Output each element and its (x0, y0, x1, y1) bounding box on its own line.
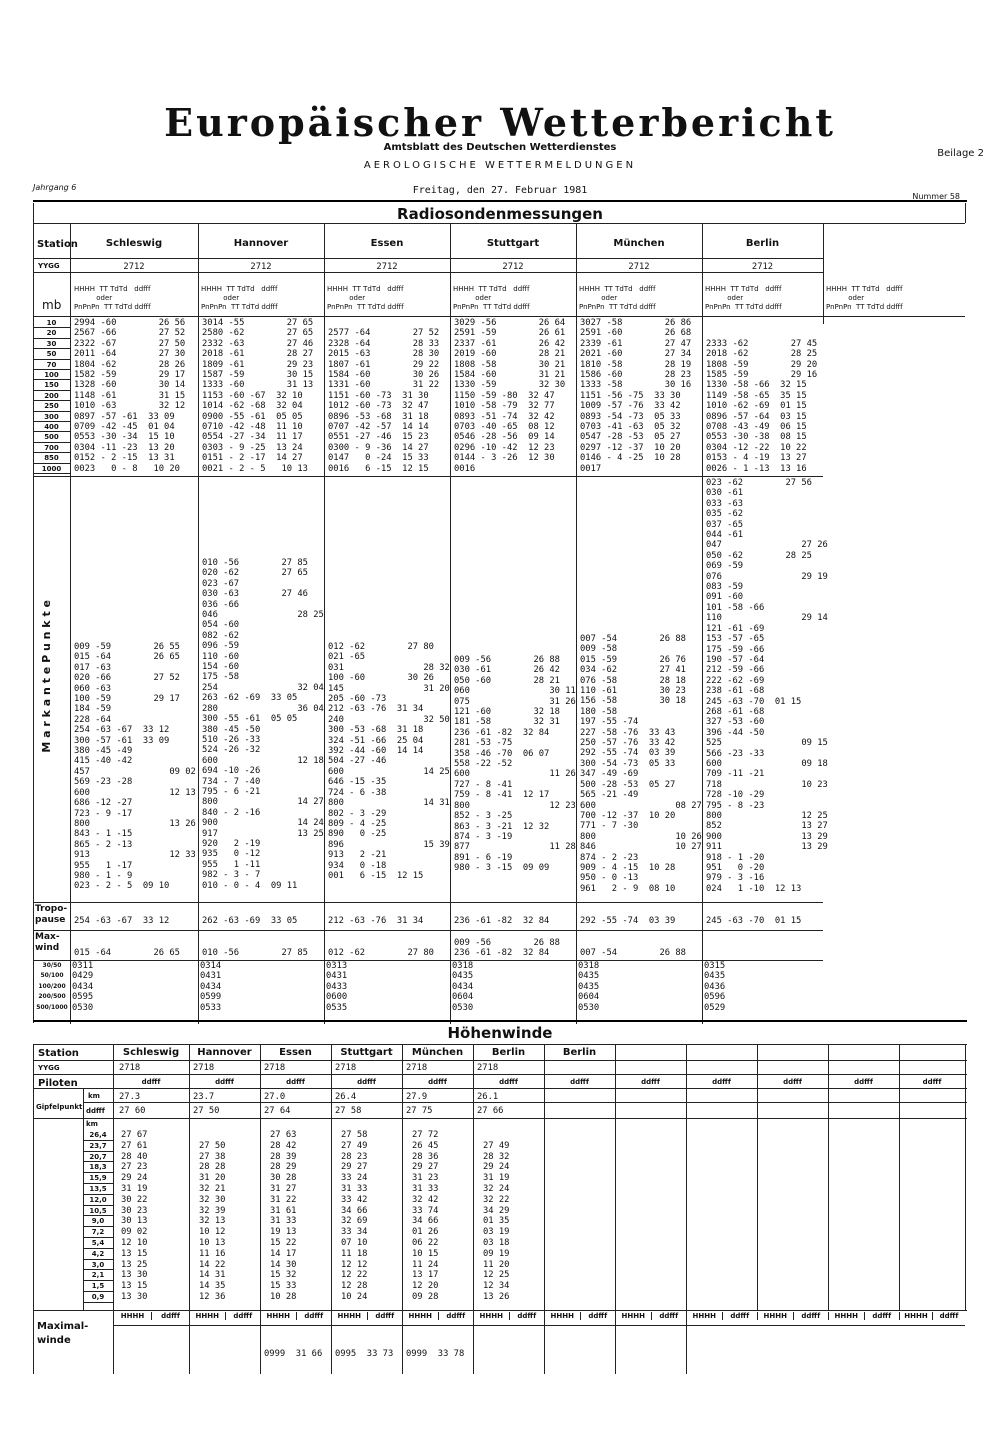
maxwind-essen: 012 -62 27 80 (328, 948, 434, 958)
station-berlin: Berlin (745, 238, 780, 249)
hoehen-km-rule (83, 1102, 967, 1103)
km-label: 20,7 (83, 1152, 113, 1163)
std-data-schleswig: 2994 -60 26 56 2567 -66 27 52 2322 -67 27 50 2011 -64 27 30 1804 -62 28 26 1582 -59 29 17 1328 -60 30 14 1148 -61 31 15 1010 -63 32 12 0897 -57 -61 33 09 0709 -42 -45 01 04 0553 -30 -34 15 10 0304 -11 -23 13 20 0152 - 2 -15 13 31 0023 0 - 8 10 20 (74, 318, 186, 474)
level-label: 30 (33, 339, 70, 349)
shear-berlin: 0315 0435 0436 0596 0529 (704, 961, 726, 1013)
km-label: 0,9 (83, 1292, 113, 1303)
km-label: 7,2 (83, 1227, 113, 1238)
mp-stuttgart: 009 -56 26 88 030 -61 26 42 050 -60 28 21 060 30 11 075 31 26 121 -60 32 18 181 -58 32 31 236 -61 -82 32 84 281 -53 -75 358 -46 -70 06 07 558 -22 -52 600 11 26 727 - 8 -41 759 - 8 -41 12 17 800 12 23 852 - 3 -25 863 - 3 -21 12 32 874 - 3 -19 877 11 28 891 - 6 -19 980 - 3 -15 09 09 (454, 655, 576, 874)
gipfel-dd-value: 27 58 (335, 1106, 362, 1116)
std-data-stuttgart: 3029 -56 26 64 2591 -59 26 61 2337 -61 26 42 2019 -60 28 21 1808 -58 30 21 1584 -60 31 21 1330 -59 32 30 1150 -59 -80 32 47 1010 -58 -79 32 77 0893 -51 -74 32 42 0703 -40 -65 08 12 0546 -28 -56 09 14 0296 -10 -42 12 23 0144 - 3 -26 12 30 0016 (454, 318, 566, 474)
ddfff-head: ddfff (428, 1078, 447, 1086)
col-head: HHHH TT TdTd ddfff oder PnPnPn TT TdTd ddfff (579, 285, 656, 311)
gipfel-dd-value: 27 60 (119, 1106, 146, 1116)
jahrgang-label: Jahrgang 6 (33, 183, 77, 192)
shear-label: 50/100 (40, 972, 64, 980)
max-value: 0995 33 73 (335, 1349, 394, 1359)
ddfff-head: ddfff (854, 1078, 873, 1086)
station-schleswig: Schleswig (105, 238, 163, 249)
level-label: 850 (33, 453, 70, 463)
col-head: HHHH TT TdTd ddfff oder PnPnPn TT TdTd ddfff (453, 285, 530, 311)
gipfel-km-value: 26.1 (477, 1092, 499, 1102)
level-label: 50 (33, 349, 70, 359)
yygg-value: 2712 (250, 262, 272, 272)
hoehen-gipfel-rule (33, 1118, 967, 1119)
ddfff-head: ddfff (215, 1078, 234, 1086)
max-hhhh-head: HHHH (402, 1312, 438, 1320)
ddfff-head: ddfff (286, 1078, 305, 1086)
mp-berlin: 023 -62 27 56 030 -61 033 -63 035 -62 037 -65 044 -61 047 27 26 050 -62 28 25 069 -59 076 29 19 083 -59 091 -60 101 -58 -66 110 29 14 121 -61 -69 153 -57 -65 175 -59 -66 190 -57 -64 212 -59 -66 222 -62 -69 238 -61 -68 245 -63 -70 01 15 268 -61 -68 327 -53 -60 396 -44 -50 525 09 15 566 -23 -33 600 09 18 709 -11 -21 718 10 23 728 -10 -29 795 - 8 -23 800 12 25 852 13 27 900 13 29 911 13 29 918 - 1 -20 951 0 -20 979 - 3 -16 024 1 -10 12 13 (706, 478, 828, 894)
km-label: 12,0 (83, 1195, 113, 1206)
max-ddfff-head: ddfff (296, 1312, 332, 1320)
yygg-value: 2712 (123, 262, 145, 272)
km-label: 13,5 (83, 1184, 113, 1195)
maxwind-rule (33, 930, 823, 931)
max-ddfff-head: ddfff (225, 1312, 261, 1320)
col-head: HHHH TT TdTd ddfff oder PnPnPn TT TdTd ddfff (826, 285, 903, 311)
km-label: 15,9 (83, 1173, 113, 1184)
ddfff-head: ddfff (141, 1078, 161, 1086)
gipfel-dd-value: 27 50 (193, 1106, 220, 1116)
beilage-label: Beilage 2 (937, 148, 984, 159)
max-ddfff-head: ddfff (722, 1312, 758, 1320)
hw-yygg: 2718 (264, 1063, 286, 1073)
mb-label: mb (42, 298, 62, 312)
station-label: Station (37, 239, 78, 250)
max-header-rule (113, 1325, 965, 1326)
station-stuttgart: Stuttgart (486, 238, 540, 249)
col-head: HHHH TT TdTd ddfff oder PnPnPn TT TdTd ddfff (201, 285, 278, 311)
km-label: 26,4 (83, 1130, 113, 1141)
col-head: HHHH TT TdTd ddfff oder PnPnPn TT TdTd ddfff (327, 285, 404, 311)
station-rule (33, 258, 823, 259)
tropo-stuttgart: 236 -61 -82 32 84 (454, 916, 550, 926)
tropo-schleswig: 254 -63 -67 33 12 (74, 916, 170, 926)
tropo-hannover: 262 -63 -69 33 05 (202, 916, 298, 926)
km-head-label: km (86, 1120, 98, 1128)
gipfel-km-label: km (88, 1092, 100, 1100)
hw-station-hannover: Hannover (197, 1047, 252, 1058)
max-hhhh-head: HHHH (331, 1312, 367, 1320)
level-label: 400 (33, 422, 70, 432)
level-label: 70 (33, 360, 70, 370)
ddfff-head: ddfff (570, 1078, 589, 1086)
hw-col-berlin: 27 49 28 32 29 24 31 19 32 24 32 22 34 29 01 35 03 19 03 18 09 19 11 20 12 25 12 34 13 26 (483, 1140, 510, 1302)
hw-col-schleswig: 27 67 27 61 28 40 27 23 29 24 31 19 30 22 30 23 30 13 09 02 12 10 13 15 13 25 13 30 13 15 13 30 (121, 1130, 148, 1302)
mp-schleswig: 009 -59 26 55 015 -64 26 65 017 -63 020 -66 27 52 060 -63 100 -59 29 17 184 -59 228 -64 254 -63 -67 33 12 300 -57 -61 33 09 380 -45 -49 415 -40 -42 457 09 02 569 -23 -28 600 12 13 686 -12 -27 723 - 9 -17 800 13 26 843 - 1 -15 865 - 2 -13 913 12 33 955 1 -17 980 - 1 - 9 023 - 2 - 5 09 10 (74, 642, 196, 892)
level-label: 10 (33, 318, 70, 328)
max-hhhh-head: HHHH (615, 1312, 651, 1320)
hw-station-schleswig: Schleswig (122, 1047, 180, 1058)
level-label: 300 (33, 412, 70, 422)
shear-hannover: 0314 0431 0434 0599 0533 (200, 961, 222, 1013)
std-data-berlin: 2333 -62 27 45 2018 -62 28 25 1808 -59 29 20 1585 -59 29 16 1330 -58 -66 32 15 1149 -58 -65 35 15 1010 -62 -69 01 15 0896 -57 -64 03 15 0708 -43 -49 06 15 0553 -30 -38 08 15 0304 -12 -22 10 22 0153 - 4 -19 13 27 0026 - 1 -13 13 16 (706, 338, 818, 474)
col-divider-6 (823, 224, 824, 324)
max-ddfff-head: ddfff (651, 1312, 687, 1320)
max-hhhh-head: HHHH (899, 1312, 932, 1320)
gipfel-km-value: 27.9 (406, 1092, 428, 1102)
std-data-essen: 2577 -64 27 52 2328 -64 28 33 2015 -63 28 30 1807 -61 29 22 1584 -60 30 26 1331 -60 31 22 1151 -60 -73 31 30 1012 -60 -73 32 47 0896 -53 -68 31 18 0707 -42 -57 14 14 0551 -27 -46 15 23 0300 - 9 -36 14 27 0147 0 -24 15 33 0016 6 -15 12 15 (328, 328, 440, 474)
level-label: 500 (33, 432, 70, 442)
markante-punkte-label: M a r k a n t e P u n k t e (40, 600, 53, 753)
tropo-label: Tropo- pause (35, 904, 68, 925)
shear-label: 500/1000 (36, 1003, 68, 1011)
max-hhhh-head: HHHH (686, 1312, 722, 1320)
gipfelpunkt-label: Gipfelpunkt (36, 1103, 83, 1111)
level-label: 1000 (33, 464, 70, 474)
hoehen-piloten-rule (33, 1088, 967, 1089)
station-muenchen: München (613, 238, 665, 249)
max-ddfff-head: ddfff (367, 1312, 403, 1320)
shear-stuttgart: 0318 0435 0434 0604 0530 (452, 961, 474, 1013)
yygg-value: 2712 (502, 262, 524, 272)
col-head: HHHH TT TdTd ddfff oder PnPnPn TT TdTd ddfff (74, 285, 151, 311)
report-date: Freitag, den 27. Februar 1981 (412, 185, 588, 196)
max-value: 0999 31 66 (264, 1349, 323, 1359)
mp-hannover: 010 -56 27 85 020 -62 27 65 023 -67 030 -63 27 46 036 -66 046 28 25 054 -60 082 -62 096 -59 110 -60 154 -60 175 -58 254 32 04 263 -62 -69 33 05 280 36 04 300 -55 -61 05 05 380 -45 -50 510 -26 -33 524 -26 -32 600 12 18 694 -10 -26 734 - 7 -40 795 - 6 -21 800 14 27 840 - 2 -16 900 14 24 917 13 25 920 2 -19 935 0 -12 955 1 -11 982 - 3 - 7 010 - 0 - 4 09 11 (202, 558, 324, 891)
km-label: 3,0 (83, 1260, 113, 1271)
level-label: 700 (33, 443, 70, 453)
ddfff-head: ddfff (499, 1078, 518, 1086)
km-label: 1,5 (83, 1281, 113, 1292)
level-label: 250 (33, 401, 70, 411)
ddfff-head: ddfff (357, 1078, 376, 1086)
max-header-row (0, 1312, 1000, 1324)
tropo-rule (33, 902, 823, 903)
hoehen-title-rule (33, 1044, 967, 1045)
report-title: Europäischer Wetterbericht (164, 100, 836, 145)
nummer-label: Nummer 58 (912, 192, 960, 201)
col-divider-3 (450, 224, 451, 1024)
radio-title: Radiosondenmessungen (397, 205, 603, 223)
max-ddfff-head: ddfff (793, 1312, 829, 1320)
station-hannover: Hannover (233, 238, 289, 249)
max-hhhh-head: HHHH (189, 1312, 225, 1320)
hw-yygg: 2718 (335, 1063, 357, 1073)
km-label: 10,5 (83, 1206, 113, 1217)
report-subtitle: Amtsblatt des Deutschen Wetterdienstes (383, 142, 617, 153)
gipfel-ddfff-label: ddfff (86, 1107, 105, 1115)
hoehen-table-bottom (33, 1310, 967, 1311)
tropo-essen: 212 -63 -76 31 34 (328, 916, 424, 926)
col-divider-4 (576, 224, 577, 1024)
col-divider-2 (324, 224, 325, 1024)
km-label: 9,0 (83, 1216, 113, 1227)
hw-station-essen: Essen (279, 1047, 312, 1058)
km-label: 18,3 (83, 1162, 113, 1173)
km-label: 5,4 (83, 1238, 113, 1249)
max-value: 0999 33 78 (406, 1349, 465, 1359)
maxwind-schleswig: 015 -64 26 65 (74, 948, 180, 958)
yygg-label: YYGG (38, 262, 60, 270)
hw-col-hannover: 27 50 27 38 28 28 31 20 32 21 32 30 32 39 32 13 10 12 10 13 11 16 14 22 14 31 14 35 12 36 (199, 1140, 226, 1302)
maximal-label: Maximal- winde (37, 1321, 89, 1346)
std-data-hannover: 3014 -55 27 65 2580 -62 27 65 2332 -63 27 46 2018 -61 28 27 1809 -61 29 23 1587 -59 30 15 1333 -60 31 13 1153 -60 -67 32 10 1014 -62 -68 32 04 0900 -55 -61 05 05 0710 -42 -48 11 10 0554 -27 -34 11 17 0303 - 9 -25 13 24 0151 - 2 -17 14 27 0021 - 2 - 5 10 13 (202, 318, 314, 474)
hw-station-stuttgart: Stuttgart (340, 1047, 393, 1058)
gipfel-km-value: 23.7 (193, 1092, 215, 1102)
yygg-value: 2712 (751, 262, 774, 272)
shear-label: 100/200 (38, 982, 66, 990)
tropo-muenchen: 292 -55 -74 03 39 (580, 916, 676, 926)
max-ddfff-head: ddfff (864, 1312, 900, 1320)
tropo-berlin: 245 -63 -70 01 15 (706, 916, 802, 926)
maxwind-stuttgart: 009 -56 26 88 236 -61 -82 32 84 (454, 938, 560, 959)
level-label: 200 (33, 391, 70, 401)
std-bottom-rule (33, 476, 823, 477)
hoehen-station-label: Station (38, 1048, 79, 1059)
gipfel-dd-value: 27 75 (406, 1106, 433, 1116)
max-hhhh-head: HHHH (113, 1312, 151, 1320)
gipfel-km-value: 26.4 (335, 1092, 357, 1102)
gipfel-dd-value: 27 64 (264, 1106, 291, 1116)
hw-yygg: 2718 (193, 1063, 215, 1073)
hw-yygg: 2718 (477, 1063, 499, 1073)
level-label: 150 (33, 380, 70, 390)
ddfff-head: ddfff (783, 1078, 802, 1086)
mp-essen: 012 -62 27 80 021 -65 031 28 32 100 -60 30 26 145 31 20 205 -60 -73 212 -63 -76 31 34 240 32 50 300 -53 -68 31 18 324 -51 -66 25 04 392 -44 -60 14 14 504 -27 -46 600 14 25 646 -15 -35 724 - 6 -38 800 14 31 802 - 3 -29 809 - 4 -25 890 0 -25 896 15 39 913 2 -21 934 0 -18 001 6 -15 12 15 (328, 642, 450, 881)
max-ddfff-head: ddfff (509, 1312, 545, 1320)
max-hhhh-head: HHHH (473, 1312, 509, 1320)
hw-yygg: 2718 (119, 1063, 141, 1073)
report-section: AEROLOGISCHE WETTERMELDUNGEN (363, 160, 637, 171)
station-essen: Essen (370, 238, 404, 249)
level-label: 20 (33, 328, 70, 338)
col-divider-1 (198, 224, 199, 1024)
piloten-label: Piloten (38, 1078, 78, 1089)
hoehen-frame-left (33, 1044, 34, 1374)
hw-col-essen: 27 63 28 42 28 39 28 29 30 28 31 27 31 22 31 61 31 33 19 13 15 22 14 17 14 30 15 32 15 33 10 28 (270, 1130, 297, 1302)
max-ddfff-head: ddfff (932, 1312, 965, 1320)
mp-muenchen: 007 -54 26 88 009 -58 015 -59 26 76 034 -62 27 41 076 -58 28 18 110 -61 30 23 156 -58 30 18 180 -58 197 -55 -74 227 -58 -76 33 43 250 -57 -76 33 42 292 -55 -74 03 39 300 -54 -73 05 33 347 -49 -69 500 -28 -53 05 27 565 -21 -49 600 08 27 700 -12 -37 10 20 771 - 7 -30 800 10 26 846 10 27 874 - 2 -23 909 - 4 -15 10 28 950 - 0 -13 961 2 - 9 08 10 (580, 634, 702, 894)
level-label: 100 (33, 370, 70, 380)
km-label: 4,2 (83, 1249, 113, 1260)
hw-station-berlin: Berlin (491, 1047, 526, 1058)
hw-col-muenchen: 27 72 26 45 28 36 29 27 31 23 31 33 32 42 33 74 34 66 01 26 06 22 10 15 11 24 13 17 12 20 09 28 (412, 1130, 439, 1302)
maxwind-hannover: 010 -56 27 85 (202, 948, 308, 958)
ddfff-head: ddfff (641, 1078, 660, 1086)
max-ddfff-head: ddfff (151, 1312, 189, 1320)
max-hhhh-head: HHHH (544, 1312, 580, 1320)
max-ddfff-head: ddfff (438, 1312, 474, 1320)
gipfel-km-value: 27.3 (119, 1092, 141, 1102)
ddfff-head: ddfff (922, 1078, 942, 1086)
std-data-muenchen: 3027 -58 26 86 2591 -60 26 68 2339 -61 27 47 2021 -60 27 34 1810 -58 28 19 1586 -60 28 23 1333 -58 30 16 1151 -56 -75 33 30 1009 -57 -76 33 42 0893 -54 -73 05 33 0703 -41 -63 05 32 0547 -28 -53 05 27 0297 -12 -37 10 20 0146 - 4 -25 10 28 0017 (580, 318, 692, 474)
ddfff-header-row (0, 1078, 1000, 1088)
km-label: 2,1 (83, 1270, 113, 1281)
col-divider-0 (70, 224, 71, 1024)
top-rule (33, 200, 967, 202)
yygg-value: 2712 (628, 262, 650, 272)
hw-station-berlin-2: Berlin (562, 1047, 597, 1058)
gipfel-km-value: 27.0 (264, 1092, 286, 1102)
colhead-rule (33, 316, 965, 317)
maxwind-muenchen: 007 -54 26 88 (580, 948, 686, 958)
max-ddfff-head: ddfff (580, 1312, 616, 1320)
hw-col-stuttgart: 27 58 27 49 28 23 29 27 33 24 31 33 33 42 34 66 32 69 33 34 07 10 11 18 12 12 12 22 12 28 10 24 (341, 1130, 368, 1302)
hw-yygg: 2718 (406, 1063, 428, 1073)
max-hhhh-head: HHHH (757, 1312, 793, 1320)
hoehen-station-rule (33, 1060, 967, 1061)
hoehen-title: Höhenwinde (447, 1024, 553, 1042)
shear-label: 200/500 (38, 993, 66, 1001)
hw-station-muenchen: München (411, 1047, 464, 1058)
shear-essen: 0313 0431 0433 0600 0535 (326, 961, 348, 1013)
radio-title-rule (33, 223, 965, 224)
hoehen-yygg-label: YYGG (38, 1064, 60, 1072)
shear-schleswig: 0311 0429 0434 0595 0530 (72, 961, 94, 1013)
gipfel-dd-value: 27 66 (477, 1106, 504, 1116)
yygg-value: 2712 (376, 262, 398, 272)
radio-bottom-rule (33, 1020, 967, 1022)
max-hhhh-head: HHHH (260, 1312, 296, 1320)
col-head: HHHH TT TdTd ddfff oder PnPnPn TT TdTd ddfff (705, 285, 782, 311)
col-divider-5 (702, 224, 703, 1024)
shear-muenchen: 0318 0435 0435 0604 0530 (578, 961, 600, 1013)
km-label: 23,7 (83, 1141, 113, 1152)
hoehen-yygg-rule (33, 1074, 967, 1075)
shear-label: 30/50 (42, 962, 62, 969)
max-hhhh-head: HHHH (828, 1312, 864, 1320)
ddfff-head: ddfff (712, 1078, 731, 1086)
maxwind-label: Max- wind (35, 932, 60, 953)
